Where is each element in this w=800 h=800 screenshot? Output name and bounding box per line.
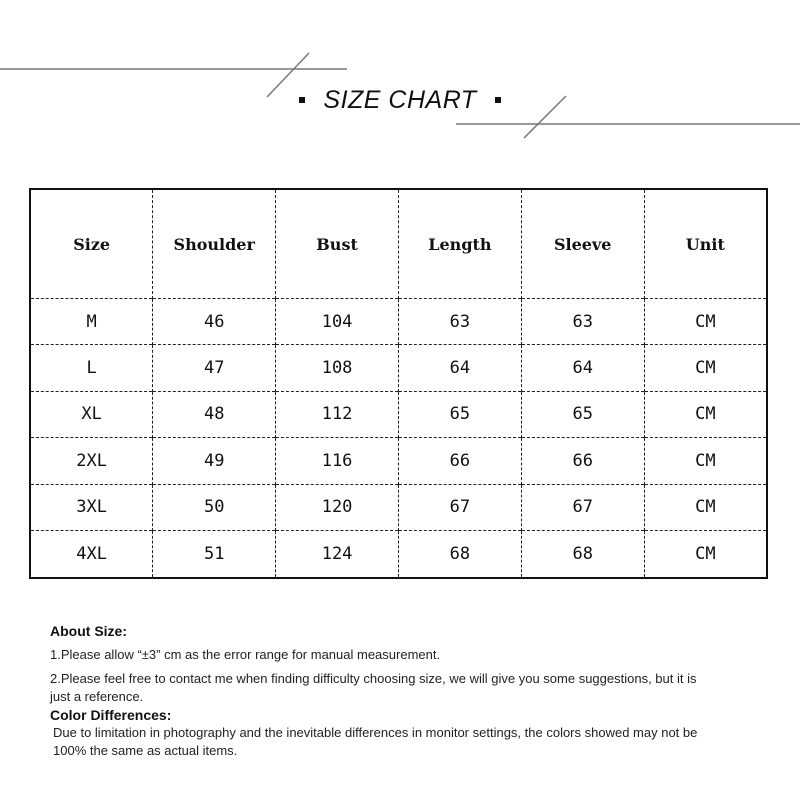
cell-length: 65 [398, 391, 521, 437]
cell-unit: CM [644, 299, 767, 345]
cell-length: 63 [398, 299, 521, 345]
cell-length: 66 [398, 438, 521, 484]
cell-sleeve: 68 [521, 530, 644, 578]
size-chart-title [0, 80, 800, 120]
column-header-length: Length [398, 189, 521, 299]
color-differences-heading: Color Differences: [50, 707, 172, 723]
color-differences-note: Due to limitation in photography and the inevitable differences in monitor settings, the colors showed may not be [53, 725, 698, 740]
cell-sleeve: 65 [521, 391, 644, 437]
about-size-heading: About Size: [50, 623, 127, 639]
cell-bust: 104 [276, 299, 399, 345]
about-size-note-2: 2.Please feel free to contact me when finding difficulty choosing size, we will give you some suggestions, but it is [50, 671, 697, 686]
cell-shoulder: 51 [153, 530, 276, 578]
cell-length: 64 [398, 345, 521, 391]
cell-shoulder: 48 [153, 391, 276, 437]
cell-size: L [30, 345, 153, 391]
table-row [30, 438, 767, 484]
cell-unit: CM [644, 438, 767, 484]
cell-shoulder: 49 [153, 438, 276, 484]
page-title: SIZE CHART [323, 85, 477, 114]
cell-unit: CM [644, 391, 767, 437]
column-header-shoulder: Shoulder [153, 189, 276, 299]
table-header-row [30, 189, 767, 299]
cell-shoulder: 46 [153, 299, 276, 345]
cell-sleeve: 67 [521, 484, 644, 530]
table-row [30, 299, 767, 345]
cell-size: M [30, 299, 153, 345]
cell-bust: 108 [276, 345, 399, 391]
cell-unit: CM [644, 484, 767, 530]
cell-unit: CM [644, 345, 767, 391]
cell-bust: 120 [276, 484, 399, 530]
title-bullet-right [495, 97, 501, 103]
cell-shoulder: 50 [153, 484, 276, 530]
size-notes [50, 622, 760, 760]
column-header-sleeve: Sleeve [521, 189, 644, 299]
cell-size: 3XL [30, 484, 153, 530]
cell-size: 2XL [30, 438, 153, 484]
cell-bust: 124 [276, 530, 399, 578]
table-row [30, 484, 767, 530]
title-bullet-left [299, 97, 305, 103]
column-header-unit: Unit [644, 189, 767, 299]
cell-size: 4XL [30, 530, 153, 578]
cell-shoulder: 47 [153, 345, 276, 391]
cell-bust: 112 [276, 391, 399, 437]
table-row [30, 345, 767, 391]
column-header-bust: Bust [276, 189, 399, 299]
cell-bust: 116 [276, 438, 399, 484]
color-differences-note-cont: 100% the same as actual items. [53, 743, 238, 758]
cell-unit: CM [644, 530, 767, 578]
table-row [30, 391, 767, 437]
cell-length: 67 [398, 484, 521, 530]
cell-sleeve: 63 [521, 299, 644, 345]
cell-sleeve: 64 [521, 345, 644, 391]
column-header-size: Size [73, 234, 111, 254]
cell-size: XL [30, 391, 153, 437]
table-row [30, 530, 767, 578]
cell-sleeve: 66 [521, 438, 644, 484]
about-size-note-2-cont: just a reference. [50, 689, 144, 704]
cell-length: 68 [398, 530, 521, 578]
size-table [29, 188, 768, 579]
about-size-note-1: 1.Please allow “±3” cm as the error range for manual measurement. [50, 647, 441, 662]
